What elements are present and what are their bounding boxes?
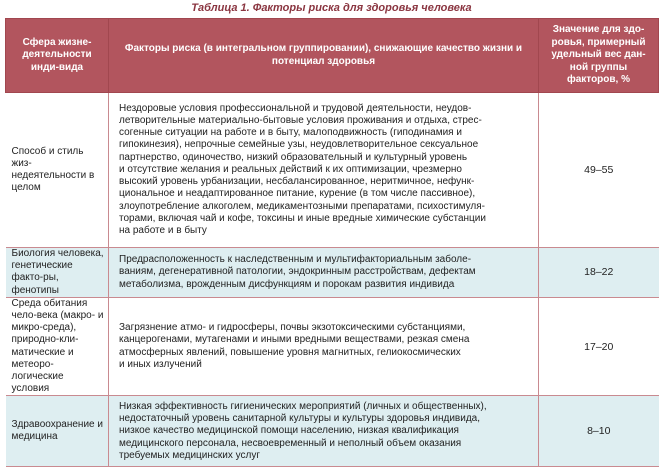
factors-text: Загрязнение атмо- и гидросферы, почвы экзотоксическими субстанциями, канцерогенами, мутагенами и иными вредными веществами, резкая смена атмосферных явлений, повышение уровня магнитных, гелиокосмических и иных излучений xyxy=(119,322,470,370)
cell-sphere: Способ и стиль жиз-недеятельности в целом xyxy=(6,93,109,248)
table-row xyxy=(6,93,659,248)
table-row xyxy=(6,396,659,467)
cell-sphere: Среда обитания чело-века (макро- и микро-среда), природно-кли-матические и метеоро-логические условия xyxy=(6,297,109,396)
table-row xyxy=(6,297,659,396)
table-title: Таблица 1. Факторы риска для здоровья человека xyxy=(191,2,472,14)
factors-text: Предрасположенность к наследственным и мультифакториальным заболе- ваниям, дегенеративной патологии, эндокринным расстройствам, дефектам метаболизма, врожденным дисфункциям и порокам развития индивида xyxy=(119,254,476,290)
header-factors: Факторы риска (в интегральном группировании), снижающие качество жизни и потенциал здоровья xyxy=(109,19,539,93)
table-row xyxy=(6,248,659,298)
header-value: Значение для здо-ровья, примерный удельный вес дан-ной группы факторов, % xyxy=(539,19,659,93)
cell-factors xyxy=(109,396,539,467)
risk-factors-table xyxy=(5,18,659,467)
table-header-row xyxy=(6,19,659,93)
cell-factors xyxy=(109,248,539,298)
cell-value: 17–20 xyxy=(539,297,659,396)
cell-factors xyxy=(109,93,539,248)
cell-sphere: Здравоохранение и медицина xyxy=(6,396,109,467)
cell-value: 49–55 xyxy=(539,93,659,248)
factors-text: Низкая эффективность гигиенических мероприятий (личных и общественных), недостаточный уровень санитарной культуры и культуры здоровья индивида, низкое качество медицинской помощи населению, низкая квалификация медицинского персонала, несвоевременный и неполный объем оказания требуемых медицинских услуг xyxy=(119,400,487,461)
cell-value: 18–22 xyxy=(539,248,659,298)
header-sphere: Сфера жизне-деятельности инди-вида xyxy=(6,19,109,93)
cell-value: 8–10 xyxy=(539,396,659,467)
factors-text: Нездоровые условия профессиональной и трудовой деятельности, неудов- летворительные материально-бытовые условия проживания и отдыха, стрес- согенные ситуации на работе и в быту, малоподвижность (гиподинамия и гипокинезия), непрочные семейные узы, неудовлетворительное сексуальное партнерство, одиночество, низкий образовательный и культурный уровень и отсутствие желания и реальных действий к их оптимизации, чрезмерно высокий уровень урбанизации, несбалансированное, неритмичное, нефунк- циональное и неадаптированное питание, курение (в том числе пассивное), злоупотребление алкоголем, медикаментозными препаратами, психостимуля- торами, включая чай и кофе, токсины и иные вредные химические субстанции на работе и в быту xyxy=(119,102,486,236)
cell-sphere: Биология человека, генетические факто-ры, фенотипы xyxy=(6,248,109,298)
cell-factors xyxy=(109,297,539,396)
